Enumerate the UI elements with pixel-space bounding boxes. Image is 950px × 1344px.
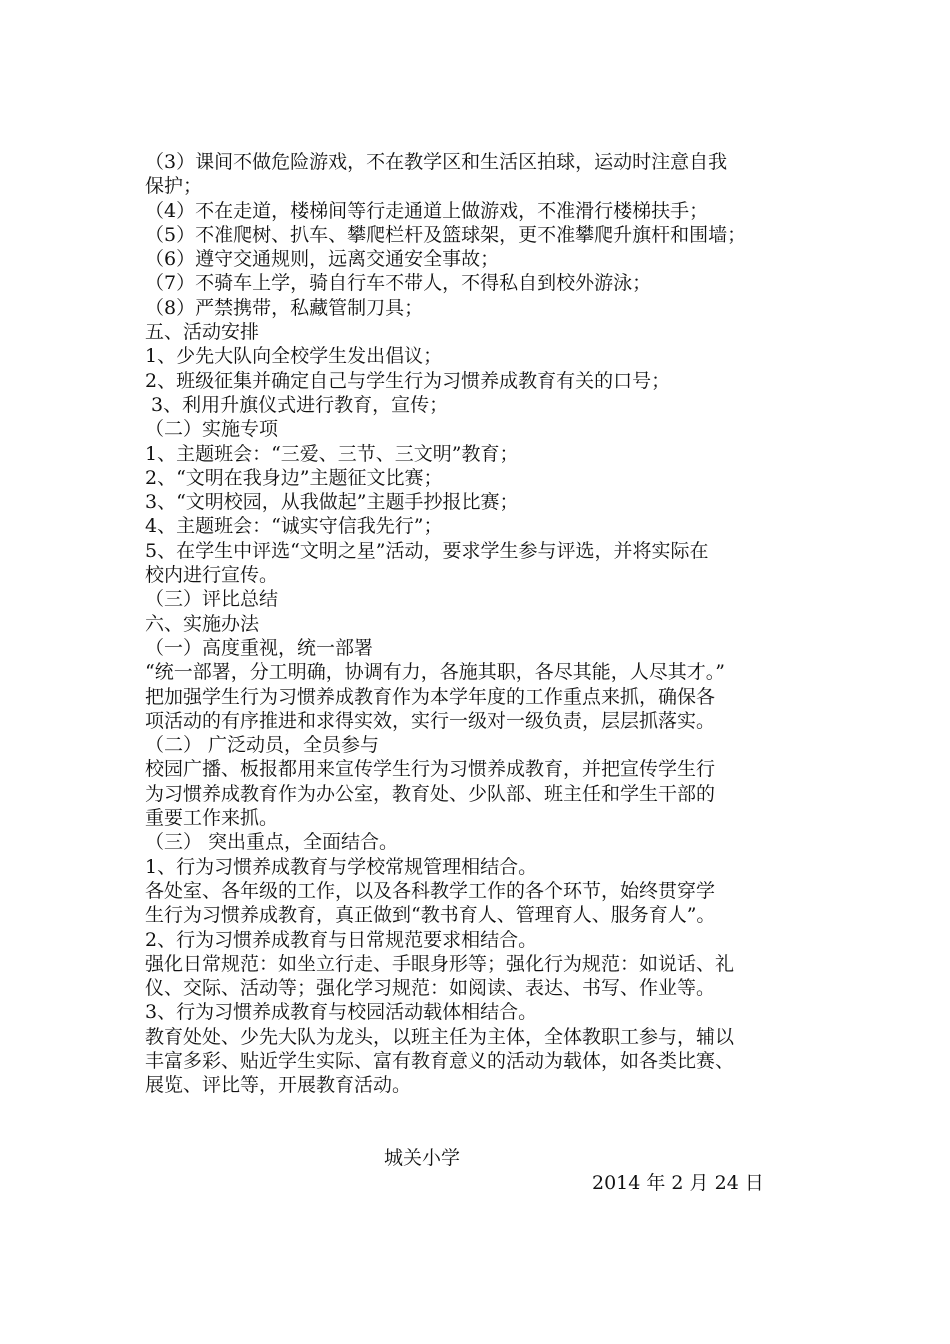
text-line: 项活动的有序推进和求得实效，实行一级对一级负责，层层抓落实。 bbox=[145, 709, 716, 732]
text-line: （4）不在走道，楼梯间等行走通道上做游戏，不准滑行楼梯扶手； bbox=[145, 199, 709, 222]
text-line: （5）不准爬树、扒车、攀爬栏杆及篮球架，更不准攀爬升旗杆和围墙； bbox=[145, 223, 747, 246]
text-line: 强化日常规范：如坐立行走、手眼身形等；强化行为规范：如说话、礼 bbox=[145, 952, 735, 975]
text-line: （8）严禁携带，私藏管制刀具； bbox=[145, 296, 424, 319]
text-line: 1、主题班会：“三爱、三节、三文明”教育； bbox=[145, 442, 519, 465]
text-line: 各处室、各年级的工作，以及各科教学工作的各个环节，始终贯穿学 bbox=[145, 879, 716, 902]
subsection-heading: （三）评比总结 bbox=[145, 588, 279, 611]
subsection-heading: （二）实施专项 bbox=[145, 418, 279, 441]
text-line: （7）不骑车上学，骑自行车不带人，不得私自到校外游泳； bbox=[145, 272, 652, 295]
text-line: 4、主题班会：“诚实守信我先行”； bbox=[145, 515, 443, 538]
text-line: 校园广播、板报都用来宣传学生行为习惯养成教育，并把宣传学生行 bbox=[145, 758, 716, 781]
text-line: （6）遵守交通规则，远离交通安全事故； bbox=[145, 248, 500, 271]
text-line: 1、行为习惯养成教育与学校常规管理相结合。 bbox=[145, 855, 538, 878]
document-body bbox=[145, 150, 815, 1098]
subsection-heading: （一）高度重视，统一部署 bbox=[145, 636, 374, 659]
text-line: 2、班级征集并确定自己与学生行为习惯养成教育有关的口号； bbox=[145, 369, 671, 392]
text-line: （3）课间不做危险游戏，不在教学区和生活区拍球，运动时注意自我 bbox=[145, 151, 728, 173]
text-line: 3、行为习惯养成教育与校园活动载体相结合。 bbox=[145, 1001, 538, 1024]
text-line: 2、行为习惯养成教育与日常规范要求相结合。 bbox=[145, 928, 538, 951]
text-line: 展览、评比等，开展教育活动。 bbox=[145, 1074, 412, 1097]
text-line: 生行为习惯养成教育，真正做到“教书育人、管理育人、服务育人”。 bbox=[145, 904, 716, 927]
text-line: 1、少先大队向全校学生发出倡议； bbox=[145, 345, 443, 368]
text-line: 丰富多彩、贴近学生实际、富有教育意义的活动为载体，如各类比赛、 bbox=[145, 1049, 735, 1072]
subsection-heading: （二） 广泛动员，全员参与 bbox=[145, 734, 380, 757]
section-heading: 五、活动安排 bbox=[145, 321, 260, 344]
text-line: “统一部署，分工明确，协调有力，各施其职，各尽其能，人尽其才。” bbox=[145, 661, 725, 684]
text-line: 2、“文明在我身边”主题征文比赛； bbox=[145, 466, 443, 489]
signature-school-name: 城关小学 bbox=[384, 1147, 461, 1169]
signature-date: 2014 年 2 月 24 日 bbox=[592, 1172, 764, 1194]
text-line: 3、“文明校园，从我做起”主题手抄报比赛； bbox=[145, 491, 519, 514]
subsection-heading: （三） 突出重点，全面结合。 bbox=[145, 831, 399, 854]
text-line: 教育处处、少先大队为龙头，以班主任为主体，全体教职工参与，辅以 bbox=[145, 1025, 735, 1048]
text-line: 为习惯养成教育作为办公室，教育处、少队部、班主任和学生干部的 bbox=[145, 782, 716, 805]
text-line: 3、利用升旗仪式进行教育，宣传； bbox=[145, 393, 449, 416]
text-line: 把加强学生行为习惯养成教育作为本学年度的工作重点来抓，确保各 bbox=[145, 685, 716, 708]
text-line: 保护； bbox=[145, 175, 203, 198]
text-line: 重要工作来抓。 bbox=[145, 807, 279, 830]
text-line: 仪、交际、活动等；强化学习规范：如阅读、表达、书写、作业等。 bbox=[145, 977, 716, 1000]
section-heading: 六、实施办法 bbox=[145, 612, 260, 635]
text-line: 校内进行宣传。 bbox=[145, 564, 279, 587]
text-line: 5、在学生中评选“文明之星”活动，要求学生参与评选，并将实际在 bbox=[145, 539, 709, 562]
